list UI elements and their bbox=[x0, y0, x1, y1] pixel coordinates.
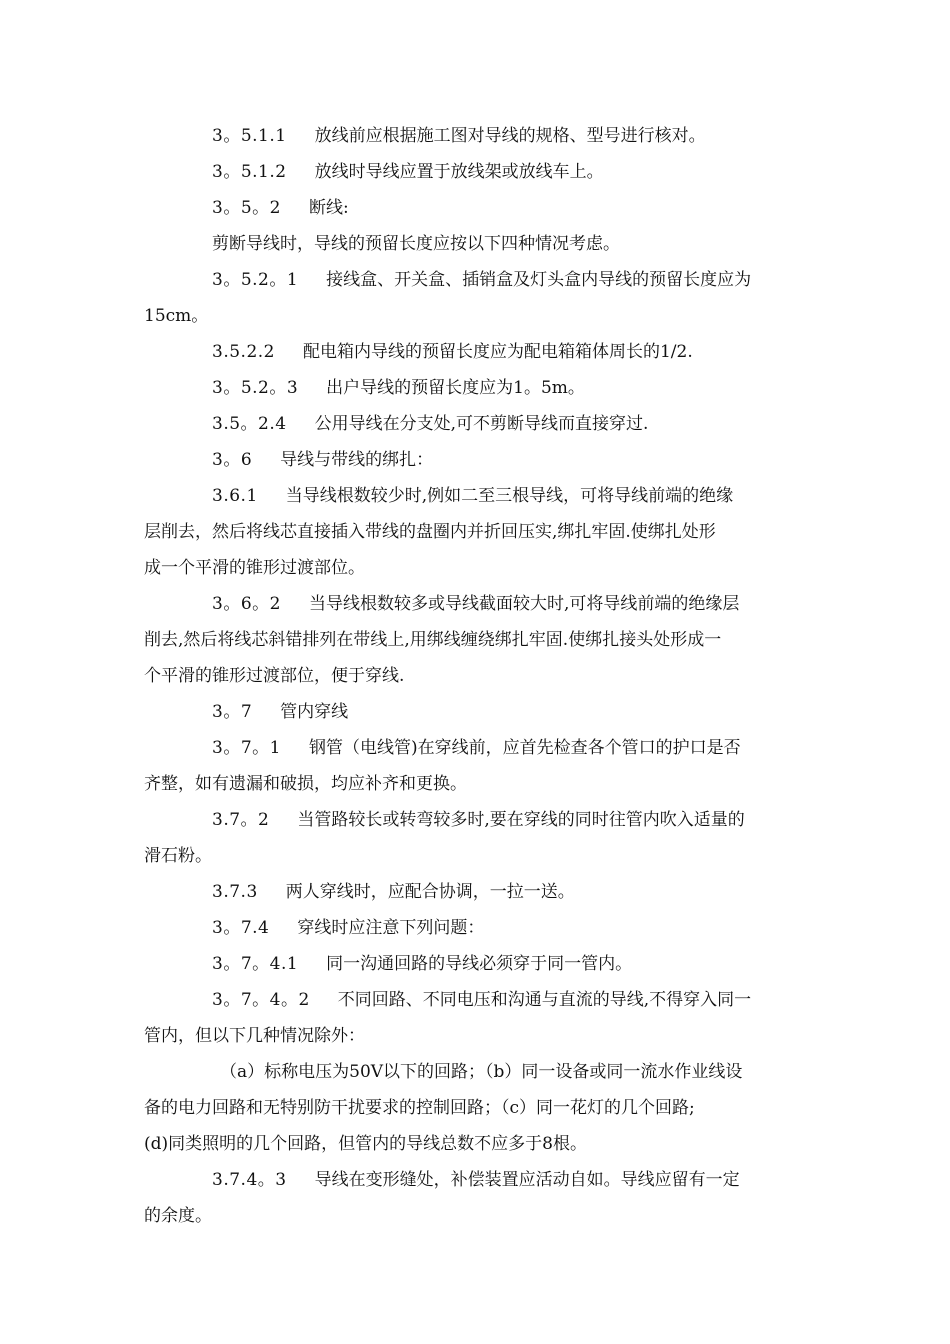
clause-text: 滑石粉。 bbox=[144, 846, 212, 866]
clause-number: 3.5.2.2 bbox=[212, 342, 275, 362]
clause-text: 当导线根数较多或导线截面较大时,可将导线前端的绝缘层 bbox=[308, 594, 740, 614]
paragraph-3-7-3 bbox=[144, 874, 812, 910]
clause-text: 15cm。 bbox=[144, 306, 209, 326]
paragraph-3-5-2-1 bbox=[144, 262, 812, 298]
clause-text: 同一沟通回路的导线必须穿于同一管内。 bbox=[326, 954, 633, 974]
text-line bbox=[144, 658, 812, 694]
paragraph-3-5-2-2 bbox=[144, 334, 812, 370]
text-line bbox=[144, 1126, 812, 1162]
clause-text: 不同回路、不同电压和沟通与直流的导线,不得穿入同一 bbox=[337, 990, 752, 1010]
clause-number: 3。5.1.2 bbox=[212, 162, 287, 182]
clause-text: 成一个平滑的锥形过渡部位。 bbox=[144, 558, 365, 578]
clause-number: 3。6 bbox=[212, 450, 253, 470]
clause-text: 剪断导线时，导线的预留长度应按以下四种情况考虑。 bbox=[212, 234, 620, 254]
clause-text: 放线前应根据施工图对导线的规格、型号进行核对。 bbox=[314, 126, 706, 146]
clause-number: 3。7。1 bbox=[212, 738, 281, 758]
paragraph-3-5-2-4 bbox=[144, 406, 812, 442]
clause-text: 个平滑的锥形过渡部位，便于穿线. bbox=[144, 666, 405, 686]
text-line bbox=[144, 838, 812, 874]
clause-number: 3。7.4 bbox=[212, 918, 270, 938]
paragraph-3-5-2-3 bbox=[144, 370, 812, 406]
paragraph-3-6 bbox=[144, 442, 812, 478]
paragraph-3-7-4-3 bbox=[144, 1162, 812, 1198]
clause-number: 3.5。2.4 bbox=[212, 414, 287, 434]
clause-number: 3。5.1.1 bbox=[212, 126, 287, 146]
clause-number: 3.6.1 bbox=[212, 486, 258, 506]
clause-number: 3。5.2。1 bbox=[212, 270, 299, 290]
clause-text: 两人穿线时，应配合协调，一拉一送。 bbox=[285, 882, 575, 902]
clause-text: 配电箱内导线的预留长度应为配电箱箱体周长的1/2. bbox=[302, 342, 693, 362]
paragraph-3-7-2 bbox=[144, 802, 812, 838]
paragraph-3-5-1-2 bbox=[144, 154, 812, 190]
text-line bbox=[144, 1090, 812, 1126]
clause-number: 3。5.2。3 bbox=[212, 378, 299, 398]
clause-number: 3.7。2 bbox=[212, 810, 270, 830]
text-line bbox=[144, 1198, 812, 1234]
clause-number: 3。5。2 bbox=[212, 198, 281, 218]
clause-text: 当导线根数较少时,例如二至三根导线，可将导线前端的绝缘 bbox=[285, 486, 734, 506]
clause-text: 的余度。 bbox=[144, 1206, 212, 1226]
paragraph-3-6-2 bbox=[144, 586, 812, 622]
clause-text: 管内穿线 bbox=[280, 702, 349, 722]
document-body bbox=[144, 118, 812, 1234]
clause-text: 接线盒、开关盒、插销盒及灯头盒内导线的预留长度应为 bbox=[326, 270, 752, 290]
text-line bbox=[144, 514, 812, 550]
text-line bbox=[144, 1054, 812, 1090]
text-line bbox=[144, 766, 812, 802]
text-line bbox=[144, 226, 812, 262]
clause-text: 导线在变形缝处，补偿装置应活动自如。导线应留有一定 bbox=[314, 1170, 740, 1190]
clause-number: 3。7。4.1 bbox=[212, 954, 299, 974]
clause-text: 穿线时应注意下列问题： bbox=[297, 918, 485, 938]
paragraph-3-7-4 bbox=[144, 910, 812, 946]
clause-text: 管内，但以下几种情况除外： bbox=[144, 1026, 365, 1046]
text-line bbox=[144, 550, 812, 586]
clause-text: 当管路较长或转弯较多时,要在穿线的同时往管内吹入适量的 bbox=[297, 810, 745, 830]
paragraph-3-7-4-1 bbox=[144, 946, 812, 982]
clause-text: 备的电力回路和无特别防干扰要求的控制回路；（c）同一花灯的几个回路; bbox=[144, 1098, 695, 1118]
clause-number: 3.7.3 bbox=[212, 882, 258, 902]
clause-text: 出户导线的预留长度应为1。5m。 bbox=[326, 378, 585, 398]
paragraph-3-5-2 bbox=[144, 190, 812, 226]
clause-text: 公用导线在分支处,可不剪断导线而直接穿过. bbox=[314, 414, 649, 434]
clause-text: 断线: bbox=[308, 198, 349, 218]
clause-text: (d)同类照明的几个回路，但管内的导线总数不应多于8根。 bbox=[144, 1134, 587, 1154]
clause-number: 3。7 bbox=[212, 702, 253, 722]
paragraph-3-7-4-2 bbox=[144, 982, 812, 1018]
paragraph-3-7-1 bbox=[144, 730, 812, 766]
clause-text: 削去,然后将线芯斜错排列在带线上,用绑线缠绕绑扎牢固.使绑扎接头处形成一 bbox=[144, 630, 722, 650]
paragraph-3-5-1-1 bbox=[144, 118, 812, 154]
paragraph-3-7 bbox=[144, 694, 812, 730]
clause-text: （a）标称电压为50V以下的回路；（b）同一设备或同一流水作业线设 bbox=[220, 1062, 743, 1082]
clause-text: 导线与带线的绑扎： bbox=[280, 450, 434, 470]
clause-number: 3。7。4。2 bbox=[212, 990, 310, 1010]
text-line bbox=[144, 298, 812, 334]
clause-text: 钢管（电线管)在穿线前，应首先检查各个管口的护口是否 bbox=[308, 738, 741, 758]
clause-text: 层削去，然后将线芯直接插入带线的盘圈内并折回压实,绑扎牢固.使绑扎处形 bbox=[144, 522, 716, 542]
clause-number: 3。6。2 bbox=[212, 594, 281, 614]
text-line bbox=[144, 622, 812, 658]
paragraph-3-6-1 bbox=[144, 478, 812, 514]
clause-text: 齐整，如有遗漏和破损，均应补齐和更换。 bbox=[144, 774, 467, 794]
text-line bbox=[144, 1018, 812, 1054]
clause-number: 3.7.4。3 bbox=[212, 1170, 287, 1190]
clause-text: 放线时导线应置于放线架或放线车上。 bbox=[314, 162, 604, 182]
